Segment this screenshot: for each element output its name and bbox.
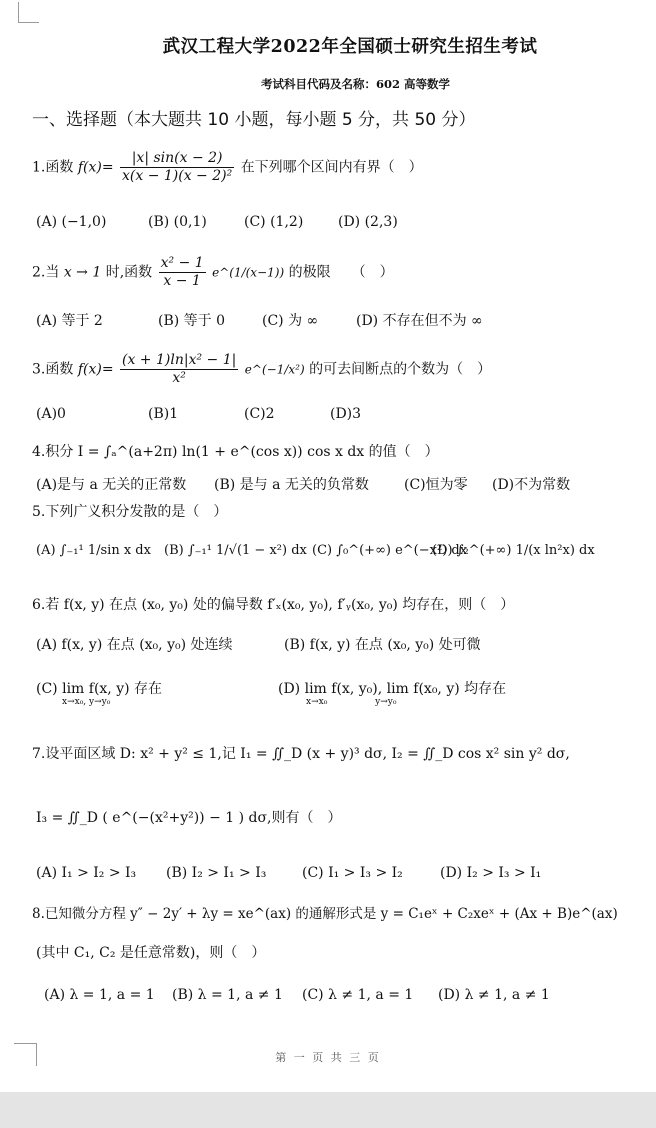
- q1-numerator: |x| sin(x − 2): [120, 150, 234, 168]
- q6-option-d-subscript: x→x₀ y→y₀: [306, 697, 397, 707]
- q5-option-d: (D) ∫₂^(+∞) 1/(x ln²x) dx: [432, 543, 595, 558]
- q3-prefix: 3.函数: [32, 361, 74, 378]
- q1-option-b: (B) (0,1): [148, 214, 207, 230]
- q2-denominator: x − 1: [163, 273, 201, 289]
- q3-exponential: e^(−1/x²): [244, 362, 305, 377]
- crop-mark-top-left: [18, 2, 39, 23]
- q6-option-c: (C) lim f(x, y) 存在: [36, 681, 163, 697]
- q2-option-c: (C) 为 ∞: [262, 313, 319, 329]
- q3-fraction: [120, 352, 238, 387]
- q2-prefix: 2.当: [32, 264, 60, 281]
- question-8-line-1: 8.已知微分方程 y″ − 2y′ + λy = xe^(ax) 的通解形式是 y = C₁eˣ + C₂xeˣ + (Ax + B)e^(ax): [32, 906, 618, 922]
- q1-denominator: x(x − 1)(x − 2)²: [122, 168, 233, 184]
- q4-option-b: (B) 是与 a 无关的负常数: [214, 477, 369, 493]
- q3-option-a: (A)0: [36, 406, 66, 422]
- q6-option-c-subscript: x→x₀, y→y₀: [62, 697, 111, 707]
- q2-mid: 时,函数: [105, 264, 153, 281]
- q2-numerator: x² − 1: [160, 255, 204, 271]
- q7-option-b: (B) I₂ > I₁ > I₃: [166, 865, 267, 881]
- exam-subject: 考试科目代码及名称：602 高等数学: [260, 77, 450, 91]
- q2-option-a: (A) 等于 2: [36, 313, 103, 329]
- q3-suffix: 的可去间断点的个数为（ ）: [309, 361, 492, 378]
- q2-limit: x → 1: [63, 264, 102, 281]
- q8-option-b: (B) λ = 1, a ≠ 1: [172, 987, 283, 1003]
- question-3: [32, 352, 491, 387]
- q2-option-b: (B) 等于 0: [158, 313, 226, 329]
- q5-option-c: (C) ∫₀^(+∞) e^(−x²) dx: [312, 543, 468, 558]
- question-1: [32, 150, 423, 185]
- q3-option-b: (B)1: [148, 406, 179, 422]
- q1-func: f(x)=: [77, 159, 114, 176]
- q4-option-d: (D)不为常数: [492, 477, 571, 493]
- q1-fraction: [120, 150, 234, 185]
- q1-option-c: (C) (1,2): [244, 214, 304, 230]
- exam-title: 武汉工程大学2022年全国硕士研究生招生考试: [162, 37, 538, 57]
- question-8-line-2: (其中 C₁, C₂ 是任意常数)，则（ ）: [36, 945, 266, 961]
- q6-option-d: (D) lim f(x, y₀), lim f(x₀, y) 均存在: [278, 681, 507, 697]
- q2-option-d: (D) 不存在但不为 ∞: [356, 313, 483, 329]
- q7-option-d: (D) I₂ > I₃ > I₁: [440, 865, 542, 881]
- q5-option-a: (A) ∫₋₁¹ 1/sin x dx: [36, 543, 151, 558]
- q7-option-a: (A) I₁ > I₂ > I₃: [36, 865, 137, 881]
- page-footer: 第 一 页 共 三 页: [275, 1051, 381, 1064]
- q2-fraction: [159, 255, 206, 290]
- q3-denominator: x²: [172, 370, 186, 386]
- q3-option-d: (D)3: [330, 406, 362, 422]
- question-2: [32, 255, 394, 290]
- q6-option-b: (B) f(x, y) 在点 (x₀, y₀) 处可微: [284, 637, 481, 653]
- q3-numerator: (x + 1)ln|x² − 1|: [122, 352, 237, 368]
- question-6: 6.若 f(x, y) 在点 (x₀, y₀) 处的偏导数 f′ₓ(x₀, y₀), f′ᵧ(x₀, y₀) 均存在，则（ ）: [32, 597, 515, 613]
- q5-option-b: (B) ∫₋₁¹ 1/√(1 − x²) dx: [164, 543, 307, 558]
- q4-option-c: (C)恒为零: [404, 477, 468, 493]
- q1-prefix: 1.函数: [32, 159, 74, 176]
- q2-exponential: e^(1/(x−1)): [212, 265, 285, 280]
- question-4: 4.积分 I = ∫ₐ^(a+2π) ln(1 + e^(cos x)) cos x dx 的值（ ）: [32, 444, 439, 460]
- question-5: 5.下列广义积分发散的是（ ）: [32, 504, 228, 520]
- q3-option-c: (C)2: [244, 406, 275, 422]
- question-7-line-1: 7.设平面区域 D: x² + y² ≤ 1,记 I₁ = ∬_D (x + y)³ dσ, I₂ = ∬_D cos x² sin y² dσ,: [32, 746, 570, 762]
- q1-suffix: 在下列哪个区间内有界（ ）: [240, 159, 423, 176]
- q3-func: f(x)=: [77, 361, 114, 378]
- q2-suffix: 的极限 （ ）: [288, 264, 394, 281]
- q1-option-a: (A) (−1,0): [36, 214, 107, 230]
- section-heading: 一、选择题（本大题共 10 小题，每小题 5 分，共 50 分）: [32, 110, 476, 130]
- q8-option-a: (A) λ = 1, a = 1: [44, 987, 155, 1003]
- q8-option-c: (C) λ ≠ 1, a = 1: [302, 987, 414, 1003]
- question-7-line-2: I₃ = ∬_D ( e^(−(x²+y²)) − 1 ) dσ,则有（ ）: [36, 810, 342, 826]
- q4-option-a: (A)是与 a 无关的正常数: [36, 477, 187, 493]
- q7-option-c: (C) I₁ > I₃ > I₂: [302, 865, 403, 881]
- q1-option-d: (D) (2,3): [338, 214, 398, 230]
- q6-option-a: (A) f(x, y) 在点 (x₀, y₀) 处连续: [36, 637, 233, 653]
- q8-option-d: (D) λ ≠ 1, a ≠ 1: [438, 987, 550, 1003]
